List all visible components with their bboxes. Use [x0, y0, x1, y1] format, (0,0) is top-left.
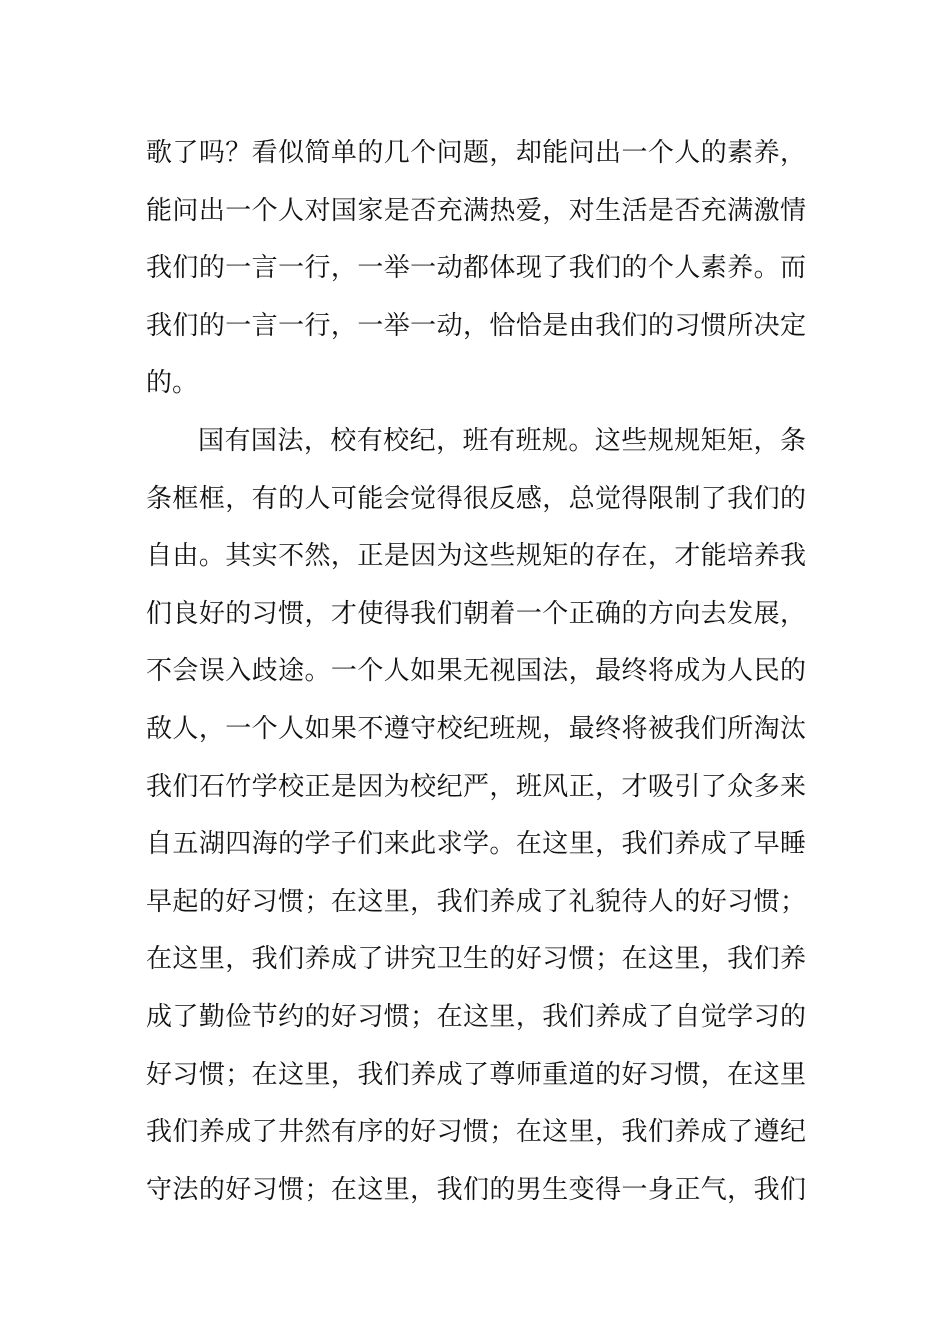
text-line: 我们的一言一行，一举一动，恰恰是由我们的习惯所决定 — [146, 310, 806, 341]
text-line: 我们养成了井然有序的好习惯；在这里，我们养成了遵纪 — [146, 1117, 806, 1148]
text-line: 好习惯；在这里，我们养成了尊师重道的好习惯，在这里 — [146, 1059, 806, 1090]
text-line: 的。 — [146, 368, 199, 399]
text-line: 成了勤俭节约的好习惯；在这里，我们养成了自觉学习的 — [146, 1001, 806, 1032]
text-line: 敌人，一个人如果不遵守校纪班规，最终将被我们所淘汰 — [146, 713, 806, 744]
body-text — [146, 125, 806, 1219]
text-line: 能问出一个人对国家是否充满热爱，对生活是否充满激情 — [146, 195, 806, 226]
text-line: 歌了吗？看似简单的几个问题，却能问出一个人的素养， — [146, 138, 806, 168]
text-line: 早起的好习惯；在这里，我们养成了礼貌待人的好习惯； — [146, 886, 806, 917]
text-line: 不会误入歧途。一个人如果无视国法，最终将成为人民的 — [146, 656, 806, 687]
text-line: 我们石竹学校正是因为校纪严，班风正，才吸引了众多来 — [146, 771, 806, 802]
text-line: 自由。其实不然，正是因为这些规矩的存在，才能培养我 — [146, 541, 806, 572]
text-line: 们良好的习惯，才使得我们朝着一个正确的方向去发展， — [146, 598, 806, 629]
text-line: 自五湖四海的学子们来此求学。在这里，我们养成了早睡 — [146, 829, 806, 860]
text-line: 国有国法，校有校纪，班有班规。这些规规矩矩，条 — [198, 425, 806, 456]
text-line: 守法的好习惯；在这里，我们的男生变得一身正气，我们 — [146, 1174, 806, 1205]
text-line: 在这里，我们养成了讲究卫生的好习惯；在这里，我们养 — [146, 944, 806, 975]
text-line: 条框框，有的人可能会觉得很反感，总觉得限制了我们的 — [146, 483, 806, 514]
text-line: 我们的一言一行，一举一动都体现了我们的个人素养。而 — [146, 253, 806, 284]
